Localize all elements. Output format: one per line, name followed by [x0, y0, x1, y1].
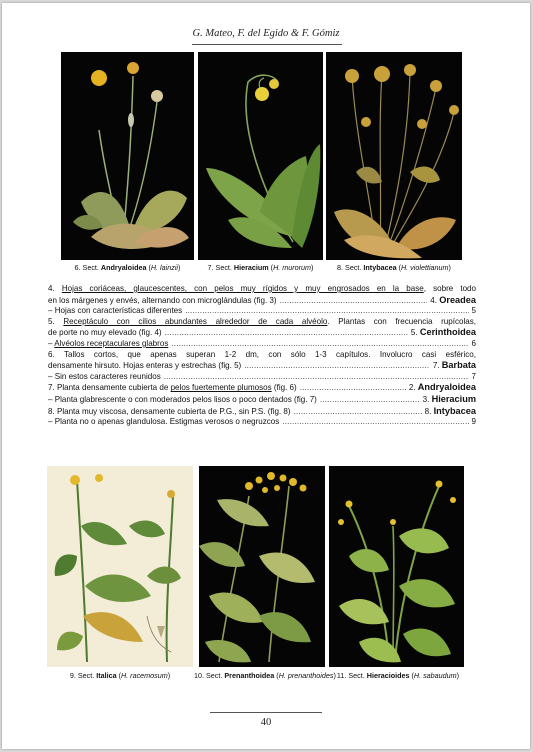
key-line-6c: – Sin estos caracteres reunidos ..... 7 — [48, 372, 476, 383]
caption-fig-9: 9. Sect. Italica (H. racemosum) — [69, 671, 171, 680]
photo-intybacea — [326, 52, 462, 260]
photo-prenanthoidea — [199, 466, 325, 667]
footer-rule — [210, 712, 322, 713]
caption-fig-10: 10. Sect. Prenanthoidea (H. prenanthoides) — [194, 671, 336, 680]
key-line-5b: de porte no muy elevado (fig. 4) ..... 5. Cerinthoidea — [48, 327, 476, 339]
key-line-5a: 5. Receptáculo con cilios abundantes alrededor de cada alvéolo. Plantas con frecuencia rupícolas, — [48, 316, 477, 326]
photo-hieracioides — [329, 466, 464, 667]
caption-fig-6: 6. Sect. Andryaloidea (H. lainzii) — [74, 263, 181, 272]
page-number: 40 — [260, 717, 272, 728]
key-line-7b: – Planta glabrescente o con moderados pelos lisos o poco dentados (fig. 7) ..... 3. Hieracium — [48, 394, 476, 406]
key-line-4a: 4. Hojas coriáceas, glaucescentes, con pelos muy rígidos y muy engrosados en la base, sobre todo — [48, 284, 477, 293]
photo-hieracium — [198, 52, 323, 260]
caption-fig-11: 11. Sect. Hieracioides (H. sabaudum) — [336, 671, 460, 680]
key-line-5c: – Alvéolos receptaculares glabros ..... 6 — [48, 339, 476, 350]
key-line-6b: densamente hirsuto. Hojas enteras y estrechas (fig. 5) ..... 7. Barbata — [48, 360, 476, 372]
header-rule — [192, 44, 342, 45]
key-line-4b: en los márgenes y envés, alternando con microglándulas (fig. 3) ..... 4. Oreadea — [48, 295, 476, 307]
plate-italica — [47, 466, 193, 667]
key-line-8a: 8. Planta muy viscosa, densamente cubierta de P.G., sin P.S. (fig. 8) ..... 8. Intybacea — [48, 406, 476, 418]
caption-fig-7: 7. Sect. Hieracium (H. murorum) — [207, 263, 314, 272]
identification-key — [48, 284, 476, 428]
key-line-8b: – Planta no o apenas glandulosa. Estigmas verosos o negruzcos ..... 9 — [48, 417, 476, 428]
caption-fig-8: 8. Sect. Intybacea (H. violettianum) — [337, 263, 451, 272]
key-line-4c: – Hojas con características diferentes ..... 5 — [48, 306, 476, 317]
running-header: G. Mateo, F. del Egido & F. Gómiz — [192, 28, 340, 39]
photo-andryaloidea — [61, 52, 194, 260]
key-line-7a: 7. Planta densamente cubierta de pelos fuertemente plumosos (fig. 6) ..... 2. Andryaloidea — [48, 382, 476, 394]
page — [2, 3, 530, 749]
key-line-6a: 6. Tallos cortos, que apenas superan 1-2 dm, con sólo 1-3 capítulos. Involucro casi esférico, — [48, 349, 476, 359]
